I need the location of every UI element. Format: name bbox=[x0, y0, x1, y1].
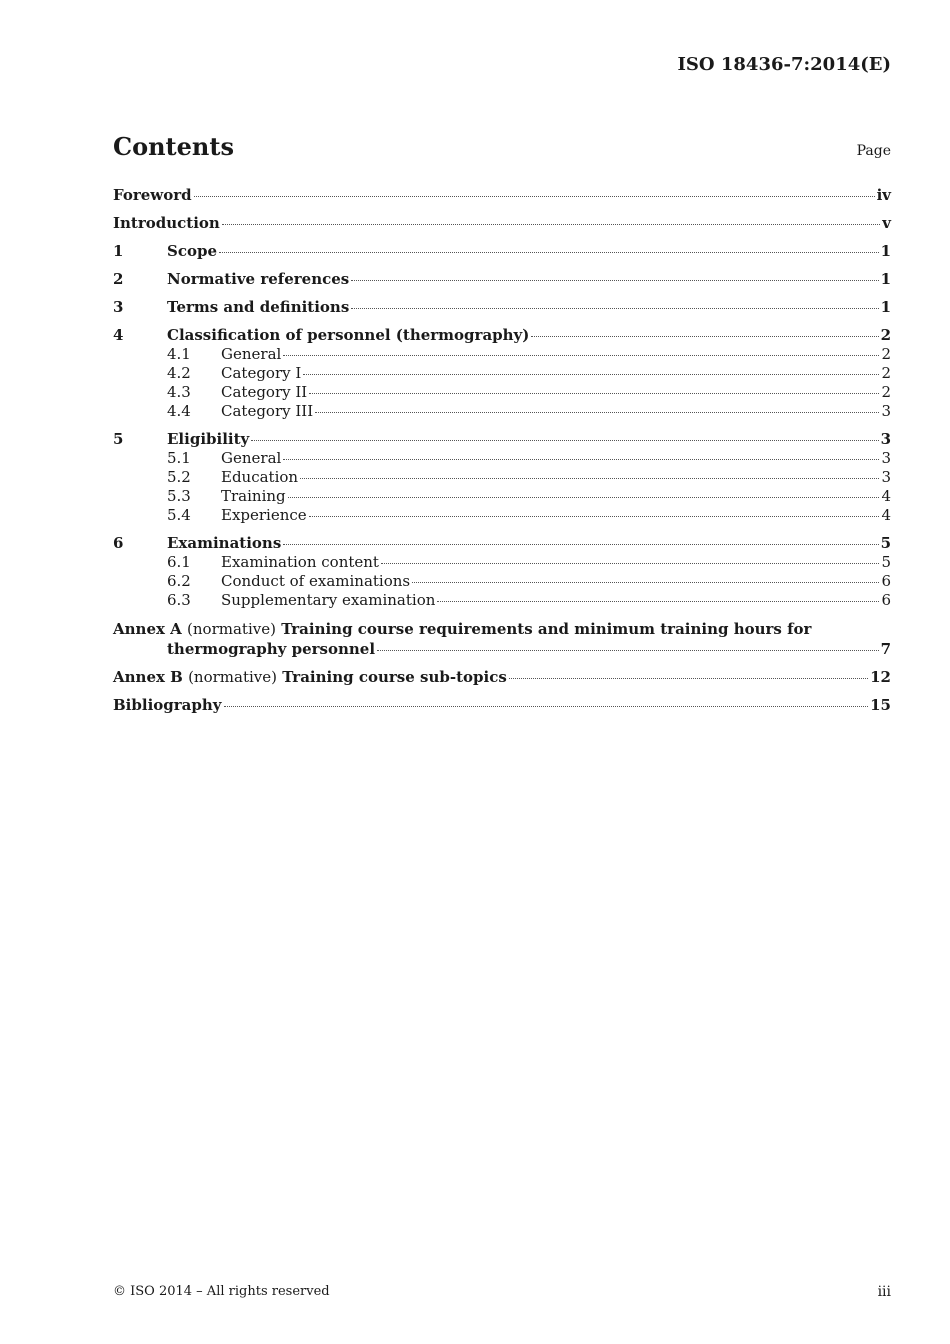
toc-title: Supplementary examination bbox=[221, 591, 436, 609]
toc-page: 7 bbox=[880, 640, 891, 658]
toc-entry-introduction[interactable] bbox=[113, 214, 891, 233]
toc-number: 4.4 bbox=[167, 402, 191, 420]
toc-leader bbox=[251, 440, 878, 441]
toc-page: 2 bbox=[881, 345, 891, 363]
toc-entry-normative-references[interactable] bbox=[113, 270, 891, 289]
toc-title: Bibliography bbox=[113, 696, 222, 714]
toc-leader bbox=[219, 252, 879, 253]
toc-title: Scope bbox=[167, 242, 218, 260]
annex-label: Annex B bbox=[113, 668, 183, 686]
annex-title-line-2: thermography personnel bbox=[167, 640, 376, 658]
toc-number: 2 bbox=[113, 270, 124, 288]
toc-number: 4.1 bbox=[167, 345, 191, 363]
toc-leader bbox=[309, 516, 880, 517]
toc-leader bbox=[437, 601, 879, 602]
footer-copyright: © ISO 2014 – All rights reserved bbox=[113, 1284, 330, 1299]
toc-page: 3 bbox=[881, 402, 891, 420]
toc-title: General bbox=[221, 449, 282, 467]
toc-page: 1 bbox=[880, 270, 891, 288]
toc-title: Category III bbox=[221, 402, 314, 420]
toc-subentry-5-4[interactable] bbox=[113, 506, 891, 525]
toc-title: Classification of personnel (thermography) bbox=[167, 326, 530, 344]
toc-title: Eligibility bbox=[167, 430, 250, 448]
toc-page: 15 bbox=[870, 696, 891, 714]
toc-leader bbox=[194, 196, 875, 197]
toc-title: Training bbox=[221, 487, 286, 505]
toc-leader bbox=[412, 582, 879, 583]
table-of-contents bbox=[113, 186, 891, 715]
toc-leader bbox=[288, 497, 880, 498]
toc-number: 1 bbox=[113, 242, 124, 260]
toc-leader bbox=[300, 478, 879, 479]
toc-page: 2 bbox=[881, 383, 891, 401]
toc-title: Foreword bbox=[113, 186, 192, 204]
toc-page: 1 bbox=[880, 298, 891, 316]
contents-title: Contents bbox=[113, 132, 234, 161]
toc-entry-bibliography[interactable] bbox=[113, 696, 891, 715]
toc-leader bbox=[315, 412, 879, 413]
annex-label: Annex A bbox=[113, 620, 182, 638]
toc-page: 6 bbox=[881, 591, 891, 609]
toc-leader bbox=[283, 544, 878, 545]
annex-type: (normative) bbox=[187, 620, 276, 638]
toc-leader bbox=[351, 308, 878, 309]
toc-subentry-5-3[interactable] bbox=[113, 487, 891, 506]
toc-entry-classification[interactable] bbox=[113, 326, 891, 345]
toc-leader bbox=[283, 459, 879, 460]
toc-subentry-5-2[interactable] bbox=[113, 468, 891, 487]
toc-page: 2 bbox=[881, 364, 891, 382]
footer-page-number: iii bbox=[877, 1284, 891, 1300]
toc-number: 5.4 bbox=[167, 506, 191, 524]
toc-entry-annex-b[interactable] bbox=[113, 668, 891, 687]
toc-leader bbox=[381, 563, 880, 564]
toc-entry-examinations[interactable] bbox=[113, 534, 891, 553]
toc-page: 1 bbox=[880, 242, 891, 260]
toc-page: 5 bbox=[881, 553, 891, 571]
toc-leader bbox=[351, 280, 878, 281]
toc-entry-terms-definitions[interactable] bbox=[113, 298, 891, 317]
toc-number: 4 bbox=[113, 326, 124, 344]
toc-number: 6 bbox=[113, 534, 124, 552]
toc-leader bbox=[222, 224, 880, 225]
toc-page: v bbox=[882, 214, 891, 232]
toc-title: Category I bbox=[221, 364, 302, 382]
toc-page: 5 bbox=[880, 534, 891, 552]
toc-leader bbox=[377, 650, 879, 651]
toc-title: General bbox=[221, 345, 282, 363]
toc-page: 6 bbox=[881, 572, 891, 590]
document-id: ISO 18436-7:2014(E) bbox=[677, 54, 891, 75]
toc-subentry-4-3[interactable] bbox=[113, 383, 891, 402]
toc-number: 4.2 bbox=[167, 364, 191, 382]
toc-leader bbox=[303, 374, 879, 375]
page-column-label: Page bbox=[856, 143, 891, 159]
toc-number: 6.3 bbox=[167, 591, 191, 609]
toc-entry-annex-a[interactable] bbox=[113, 619, 891, 659]
toc-number: 5 bbox=[113, 430, 124, 448]
toc-number: 6.2 bbox=[167, 572, 191, 590]
toc-title: Education bbox=[221, 468, 299, 486]
toc-number: 3 bbox=[113, 298, 124, 316]
toc-title: Introduction bbox=[113, 214, 220, 232]
toc-page: 3 bbox=[881, 468, 891, 486]
annex-title: Training course sub-topics bbox=[282, 668, 507, 686]
toc-leader bbox=[531, 336, 878, 337]
toc-page: 12 bbox=[870, 668, 891, 686]
toc-leader bbox=[283, 355, 879, 356]
toc-title: Terms and definitions bbox=[167, 298, 350, 316]
toc-title: Experience bbox=[221, 506, 307, 524]
toc-page: 4 bbox=[881, 506, 891, 524]
annex-a-line-2 bbox=[113, 639, 891, 659]
toc-number: 4.3 bbox=[167, 383, 191, 401]
toc-subentry-5-1[interactable] bbox=[113, 449, 891, 468]
toc-leader bbox=[224, 706, 869, 707]
toc-title: Examination content bbox=[221, 553, 379, 571]
toc-leader bbox=[309, 393, 879, 394]
toc-title: Conduct of examinations bbox=[221, 572, 411, 590]
toc-page: 3 bbox=[881, 449, 891, 467]
toc-page: iv bbox=[876, 186, 891, 204]
toc-subentry-4-4[interactable] bbox=[113, 402, 891, 421]
annex-title-line-1: Training course requirements and minimum training hours for bbox=[281, 620, 812, 638]
toc-number: 5.3 bbox=[167, 487, 191, 505]
toc-subentry-6-3[interactable] bbox=[113, 591, 891, 610]
toc-number: 5.1 bbox=[167, 449, 191, 467]
toc-title bbox=[113, 668, 507, 687]
toc-number: 5.2 bbox=[167, 468, 191, 486]
toc-entry-scope[interactable] bbox=[113, 242, 891, 261]
annex-type: (normative) bbox=[188, 668, 277, 686]
toc-title: Normative references bbox=[167, 270, 350, 288]
annex-a-line-1 bbox=[113, 619, 891, 639]
toc-page: 3 bbox=[880, 430, 891, 448]
toc-entry-eligibility[interactable] bbox=[113, 430, 891, 449]
toc-number: 6.1 bbox=[167, 553, 191, 571]
toc-subentry-4-1[interactable] bbox=[113, 345, 891, 364]
toc-entry-foreword[interactable] bbox=[113, 186, 891, 205]
toc-title: Examinations bbox=[167, 534, 282, 552]
toc-subentry-6-2[interactable] bbox=[113, 572, 891, 591]
toc-page: 2 bbox=[880, 326, 891, 344]
toc-leader bbox=[509, 678, 868, 679]
toc-title: Category II bbox=[221, 383, 308, 401]
toc-page: 4 bbox=[881, 487, 891, 505]
toc-subentry-4-2[interactable] bbox=[113, 364, 891, 383]
toc-subentry-6-1[interactable] bbox=[113, 553, 891, 572]
